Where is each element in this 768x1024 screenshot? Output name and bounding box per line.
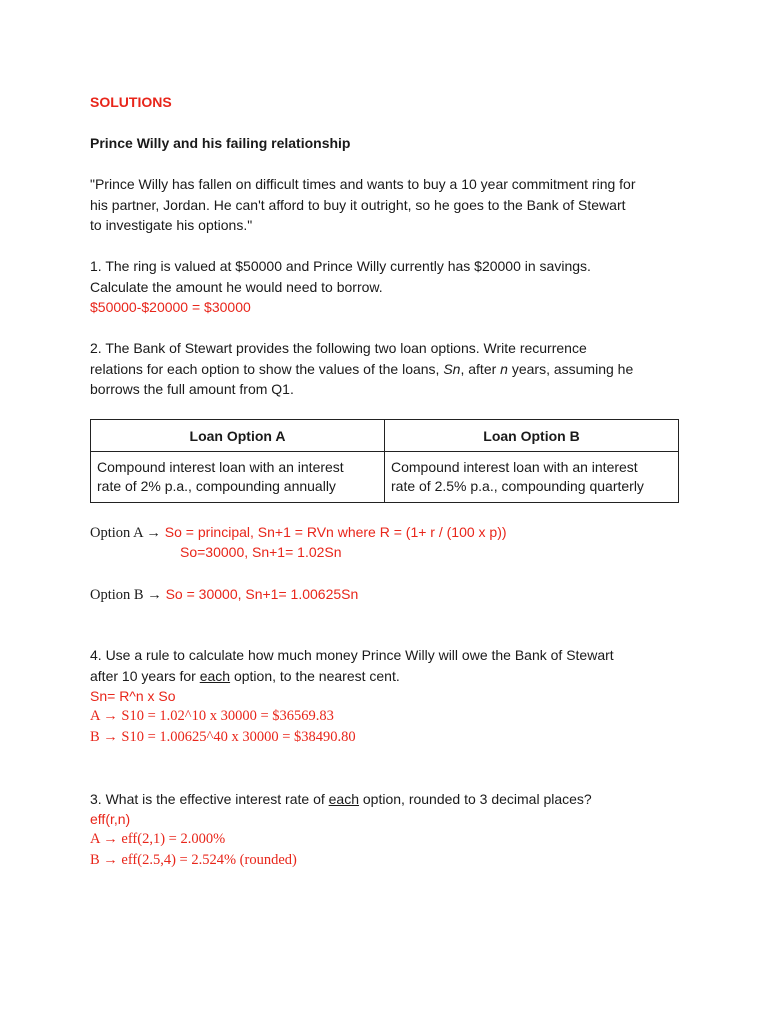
intro-line-2: his partner, Jordan. He can't afford to buy it outright, so he goes to the Bank of Stewart [90, 197, 626, 213]
q2-line-3: borrows the full amount from Q1. [90, 381, 294, 397]
table-header-option-a: Loan Option A [91, 420, 385, 452]
table-cell-option-b: Compound interest loan with an interest rate of 2.5% p.a., compounding quarterly [385, 452, 679, 503]
q1-answer: $50000-$20000 = $30000 [90, 299, 251, 315]
sn-variable: Sn [443, 361, 461, 377]
q3-answer-a: A → eff(2,1) = 2.000% [90, 831, 226, 847]
table-cell-option-a: Compound interest loan with an interest rate of 2% p.a., compounding annually [91, 452, 385, 503]
option-b-rule: So = 30000, Sn+1= 1.00625Sn [161, 586, 359, 602]
option-a-line [90, 522, 507, 543]
option-a-rule: So = principal, Sn+1 = RVn where R = (1+ r / (100 x p)) [160, 524, 507, 540]
q2-line-1: 2. The Bank of Stewart provides the following two loan options. Write recurrence [90, 340, 587, 356]
q1-line-2: Calculate the amount he would need to borrow. [90, 279, 383, 295]
intro-line-1: "Prince Willy has fallen on difficult times and wants to buy a 10 year commitment ring for [90, 176, 636, 192]
loan-options-table [90, 419, 679, 503]
option-b-label: Option B → [90, 587, 162, 603]
table-header-option-b: Loan Option B [385, 420, 679, 452]
option-a-values: So=30000, Sn+1= 1.02Sn [180, 544, 342, 560]
solutions-heading: SOLUTIONS [90, 94, 172, 110]
q4-line-1: 4. Use a rule to calculate how much money Prince Willy will owe the Bank of Stewart [90, 647, 614, 663]
option-a-label: Option A → [90, 525, 161, 541]
q4-line-2: after 10 years for each option, to the nearest cent. [90, 668, 400, 684]
q2-line-2: relations for each option to show the values of the loans, Sn, after n years, assuming he [90, 361, 634, 377]
q4-answer-b: B → S10 = 1.00625^40 x 30000 = $38490.80 [90, 729, 356, 745]
q4-answer-a: A → S10 = 1.02^10 x 30000 = $36569.83 [90, 708, 334, 724]
problem-title: Prince Willy and his failing relationship [90, 135, 351, 151]
q3-rule: eff(r,n) [90, 811, 131, 827]
q3-answer-b: B → eff(2.5,4) = 2.524% (rounded) [90, 852, 297, 868]
q1-line-1: 1. The ring is valued at $50000 and Prince Willy currently has $20000 in savings. [90, 258, 591, 274]
intro-line-3: to investigate his options." [90, 217, 253, 233]
option-b-line [90, 584, 358, 605]
n-variable: n [500, 361, 508, 377]
q3-line-1: 3. What is the effective interest rate of each option, rounded to 3 decimal places? [90, 791, 592, 807]
q4-rule: Sn= R^n x So [90, 688, 176, 704]
